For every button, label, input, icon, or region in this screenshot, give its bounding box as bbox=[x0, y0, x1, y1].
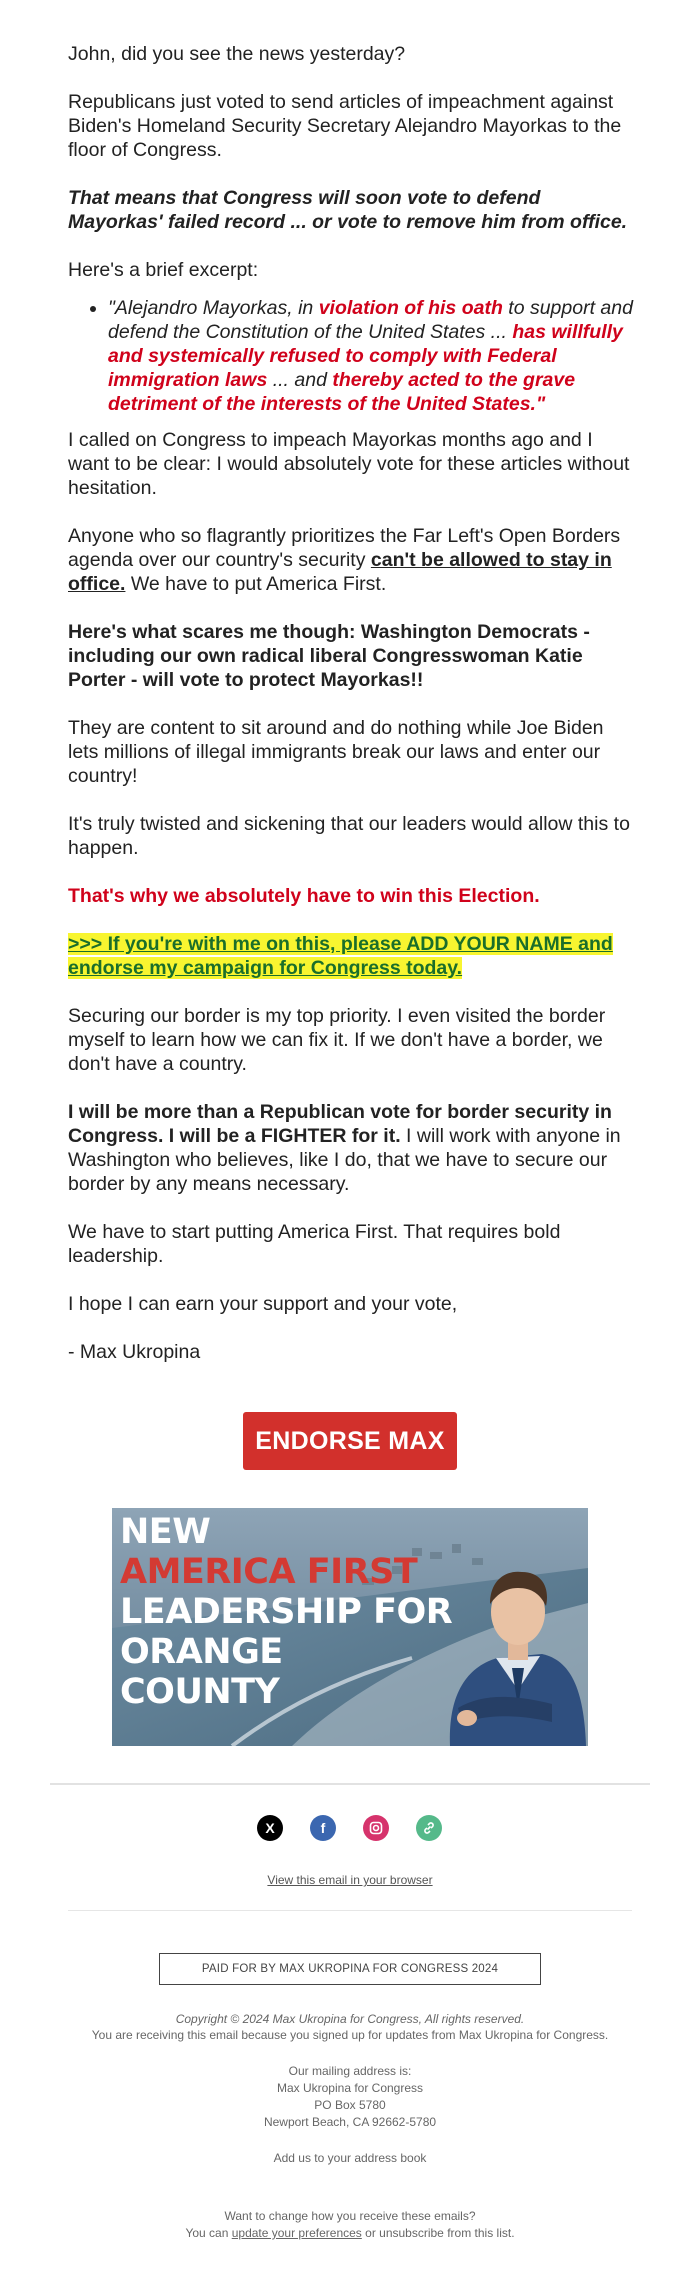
excerpt-quote bbox=[68, 296, 636, 416]
address-city: Newport Beach, CA 92662-5780 bbox=[263, 2115, 437, 2129]
paragraph-america-first: We have to start putting America First. That requires bold leadership. bbox=[68, 1221, 561, 1267]
mailing-address-heading: Our mailing address is: bbox=[288, 2064, 412, 2078]
cta-paragraph bbox=[68, 932, 636, 980]
excerpt-quote-item: • "Alejandro Mayorkas, in violation of his oath to support and defend the Constitution of the United States ... has willfully and systemically refused to comply with Federal immigration laws ... and thereby acted to the grave detriment of the interests of the United States." bbox=[108, 296, 636, 416]
link-icon[interactable] bbox=[416, 1815, 442, 1841]
campaign-banner-image[interactable] bbox=[112, 1508, 588, 1746]
footer-divider-thin bbox=[68, 1910, 632, 1911]
add-to-address-book-link[interactable]: Add us to your address book bbox=[273, 2151, 427, 2165]
paid-for-disclaimer: PAID FOR BY MAX UKROPINA FOR CONGRESS 2024 bbox=[159, 1953, 541, 1985]
paragraph-fighter: I will be more than a Republican vote for border security in Congress. I will be a FIGHTER for it. I will work with anyone in Washington who believes, like I do, that we have to secure our border by any means necessary. bbox=[68, 1101, 621, 1195]
paragraph-called-on-congress: I called on Congress to impeach Mayorkas months ago and I want to be clear: I would absolutely vote for these articles without hesitation. bbox=[68, 429, 630, 499]
view-in-browser-link[interactable]: View this email in your browser bbox=[267, 1873, 433, 1887]
update-preferences-link[interactable]: update your preferences bbox=[231, 2226, 362, 2240]
paragraph-excerpt-intro: Here's a brief excerpt: bbox=[68, 259, 259, 281]
paragraph-scares-me: Here's what scares me though: Washington Democrats - including our own radical liberal Congresswoman Katie Porter - will vote to protect Mayorkas!! bbox=[68, 621, 590, 691]
instagram-icon[interactable] bbox=[363, 1815, 389, 1841]
facebook-icon[interactable]: f bbox=[310, 1815, 336, 1841]
x-icon[interactable]: X bbox=[257, 1815, 283, 1841]
greeting: John, did you see the news yesterday? bbox=[68, 43, 406, 65]
paragraph-twisted: It's truly twisted and sickening that our leaders would allow this to happen. bbox=[68, 813, 630, 859]
paragraph-vote: That means that Congress will soon vote to defend Mayorkas' failed record ... or vote to remove him from office. bbox=[68, 187, 628, 233]
paragraph-content-to-sit: They are content to sit around and do nothing while Joe Biden lets millions of illegal immigrants break our laws and enter our country! bbox=[68, 717, 604, 787]
address-name: Max Ukropina for Congress bbox=[276, 2081, 424, 2095]
quote-highlight: violation of his oath bbox=[318, 297, 503, 319]
footer-divider bbox=[50, 1783, 650, 1785]
paragraph-win-election: That's why we absolutely have to win this Election. bbox=[68, 885, 540, 907]
add-your-name-link[interactable]: >>> If you're with me on this, please ADD YOUR NAME and endorse my campaign for Congress today. bbox=[68, 933, 613, 979]
banner-headline: NEW AMERICA FIRST LEADERSHIP FOR ORANGE COUNTY bbox=[120, 1512, 453, 1712]
change-preferences-text: Want to change how you receive these emails? bbox=[224, 2209, 476, 2223]
paragraph-border-priority: Securing our border is my top priority. I even visited the border myself to learn how we can fix it. If we don't have a border, we don't have a country. bbox=[68, 1005, 606, 1075]
preferences-line: You can update your preferences or unsubscribe from this list. bbox=[185, 2226, 515, 2240]
signature: - Max Ukropina bbox=[68, 1341, 201, 1363]
email-body bbox=[68, 42, 636, 1388]
quote-highlight: has willfully and systemically refused to comply with Federal immigration laws bbox=[108, 321, 623, 391]
address-po-box: PO Box 5780 bbox=[314, 2098, 386, 2112]
receiving-notice: You are receiving this email because you signed up for updates from Max Ukropina for Congress. bbox=[91, 2028, 609, 2042]
emphasis-cant-stay: can't be allowed to stay in office. bbox=[68, 549, 612, 595]
quote-highlight: thereby acted to the grave detriment of the interests of the United States." bbox=[108, 369, 576, 415]
copyright-text: Copyright © 2024 Max Ukropina for Congress, All rights reserved. bbox=[175, 2012, 525, 2026]
paragraph-earn-support: I hope I can earn your support and your vote, bbox=[68, 1293, 458, 1315]
paragraph-impeachment: Republicans just voted to send articles of impeachment against Biden's Homeland Security Secretary Alejandro Mayorkas to the floor of Congress. bbox=[68, 91, 622, 161]
paragraph-open-borders: Anyone who so flagrantly prioritizes the Far Left's Open Borders agenda over our country's security can't be allowed to stay in office. We have to put America First. bbox=[68, 525, 621, 595]
endorse-max-button[interactable]: ENDORSE MAX bbox=[243, 1412, 457, 1470]
